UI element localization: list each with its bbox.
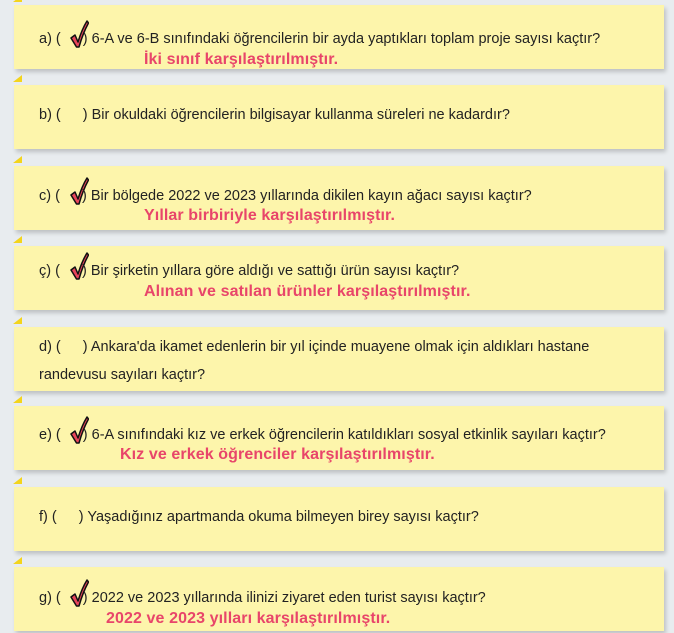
question-text <box>39 590 486 606</box>
question-body: Yaşadığınız apartmanda okuma bilmeyen birey sayısı kaçtır? <box>87 509 479 525</box>
corner-marker <box>13 557 22 564</box>
question-label: a) ( <box>39 31 61 47</box>
paren-close: ) <box>82 339 88 355</box>
question-card <box>14 406 664 470</box>
question-text <box>39 333 659 389</box>
question-body: Bir okuldaki öğrencilerin bilgisayar kullanma süreleri ne kadardır? <box>91 107 510 123</box>
paren-close: ) <box>78 509 84 525</box>
answer-annotation: İki sınıf karşılaştırılmıştır. <box>144 51 339 68</box>
paren-close: ) <box>82 31 88 47</box>
question-label: g) ( <box>39 590 61 606</box>
answer-annotation: Yıllar birbiriyle karşılaştırılmıştır. <box>144 207 396 224</box>
question-text <box>39 509 479 525</box>
answer-annotation: Alınan ve satılan ürünler karşılaştırılmıştır. <box>144 283 471 300</box>
corner-marker <box>13 396 22 403</box>
corner-marker <box>13 317 22 324</box>
corner-marker <box>13 156 22 163</box>
question-body: Ankara'da ikamet edenlerin bir yıl içinde muayene olmak için aldıkları hastane randevusu sayıları kaçtır? <box>39 339 590 383</box>
question-card <box>14 85 664 149</box>
question-card <box>14 567 664 631</box>
question-card <box>14 487 664 551</box>
question-label: d) ( <box>39 339 61 355</box>
question-label: e) ( <box>39 427 61 443</box>
question-body: 6-A sınıfındaki kız ve erkek öğrencilerin katıldıkları sosyal etkinlik sayıları kaçtır? <box>91 427 606 443</box>
paren-close: ) <box>82 590 88 606</box>
question-text <box>39 31 600 47</box>
question-text <box>39 263 459 279</box>
question-card <box>14 166 664 230</box>
corner-marker <box>13 236 22 243</box>
question-text <box>39 427 606 443</box>
question-body: Bir bölgede 2022 ve 2023 yıllarında dikilen kayın ağacı sayısı kaçtır? <box>90 188 532 204</box>
corner-marker <box>13 0 22 2</box>
paren-close: ) <box>81 188 87 204</box>
corner-marker <box>13 477 22 484</box>
answer-annotation: Kız ve erkek öğrenciler karşılaştırılmıştır. <box>120 446 435 463</box>
answer-annotation: 2022 ve 2023 yılları karşılaştırılmıştır. <box>106 610 391 627</box>
question-label: ç) ( <box>39 263 60 279</box>
question-text <box>39 107 510 123</box>
question-body: 2022 ve 2023 yıllarında ilinizi ziyaret eden turist sayısı kaçtır? <box>91 590 486 606</box>
question-text <box>39 188 532 204</box>
paren-close: ) <box>82 107 88 123</box>
question-label: f) ( <box>39 509 57 525</box>
paren-close: ) <box>81 263 87 279</box>
question-label: c) ( <box>39 188 60 204</box>
question-body: Bir şirketin yıllara göre aldığı ve sattığı ürün sayısı kaçtır? <box>90 263 460 279</box>
question-card <box>14 246 664 310</box>
question-card <box>14 327 664 391</box>
corner-marker <box>13 75 22 82</box>
question-card <box>14 5 664 69</box>
question-label: b) ( <box>39 107 61 123</box>
paren-close: ) <box>82 427 88 443</box>
question-body: 6-A ve 6-B sınıfındaki öğrencilerin bir ayda yaptıkları toplam proje sayısı kaçtır? <box>91 31 601 47</box>
